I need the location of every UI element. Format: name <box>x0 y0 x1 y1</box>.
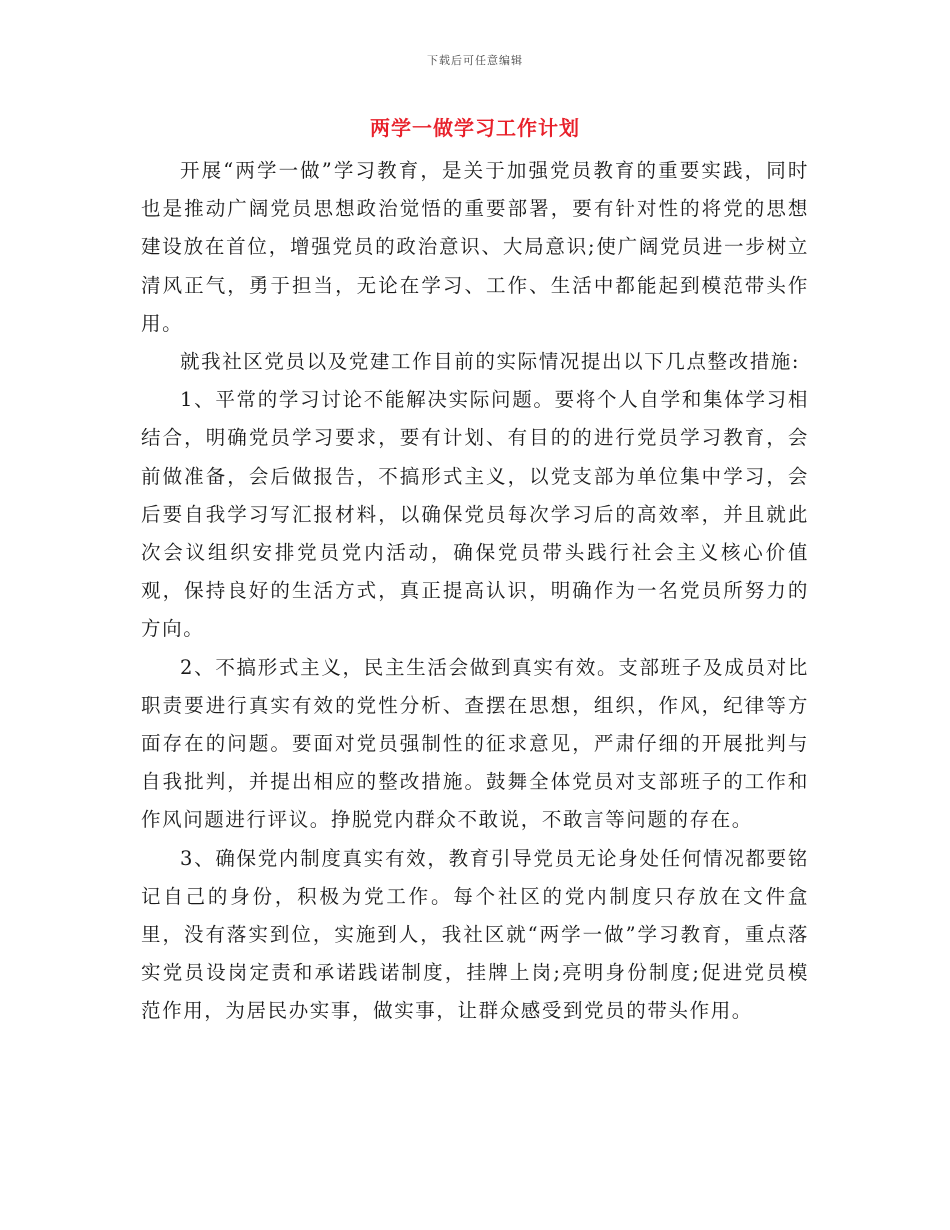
paragraph-intro: 开展“两学一做”学习教育，是关于加强党员教育的重要实践，同时也是推动广阔党员思想政治觉悟的重要部署，要有针对性的将党的思想建设放在首位，增强党员的政治意识、大局意识;使广阔党员进一步树立清风正气，勇于担当，无论在学习、工作、生活中都能起到模范带头作用。 <box>141 159 809 335</box>
paragraph-measure-2: 2、不搞形式主义，民主生活会做到真实有效。支部班子及成员对比职责要进行真实有效的党性分析、查摆在思想，组织，作风，纪律等方面存在的问题。要面对党员强制性的征求意见，严肃仔细的开展批判与自我批判，并提出相应的整改措施。鼓舞全体党员对支部班子的工作和作风问题进行评议。挣脱党内群众不敢说，不敢言等问题的存在。 <box>141 655 809 832</box>
document-title: 两学一做学习工作计划 <box>370 116 580 140</box>
paragraph-measure-1: 1、平常的学习讨论不能解决实际问题。要将个人自学和集体学习相结合，明确党员学习要求，要有计划、有目的的进行党员学习教育，会前做准备，会后做报告，不搞形式主义，以党支部为单位集中学习，会后要自我学习写汇报材料，以确保党员每次学习后的高效率，并且就此次会议组织安排党员党内活动，确保党员带头践行社会主义核心价值观，保持良好的生活方式，真正提高认识，明确作为一名党员所努力的方向。 <box>141 388 809 641</box>
paragraph-measures-lead: 就我社区党员以及党建工作目前的实际情况提出以下几点整改措施: <box>180 350 801 374</box>
paragraph-measure-3: 3、确保党内制度真实有效，教育引导党员无论身处任何情况都要铭记自己的身份，积极为党工作。每个社区的党内制度只存放在文件盒里，没有落实到位，实施到人，我社区就“两学一做”学习教育，重点落实党员设岗定责和承诺践诺制度，挂牌上岗;亮明身份制度;促进党员模范作用，为居民办实事，做实事，让群众感受到党员的带头作用。 <box>141 846 809 1023</box>
header-note: 下载后可任意编辑 <box>427 54 523 67</box>
document-body <box>141 152 809 1031</box>
